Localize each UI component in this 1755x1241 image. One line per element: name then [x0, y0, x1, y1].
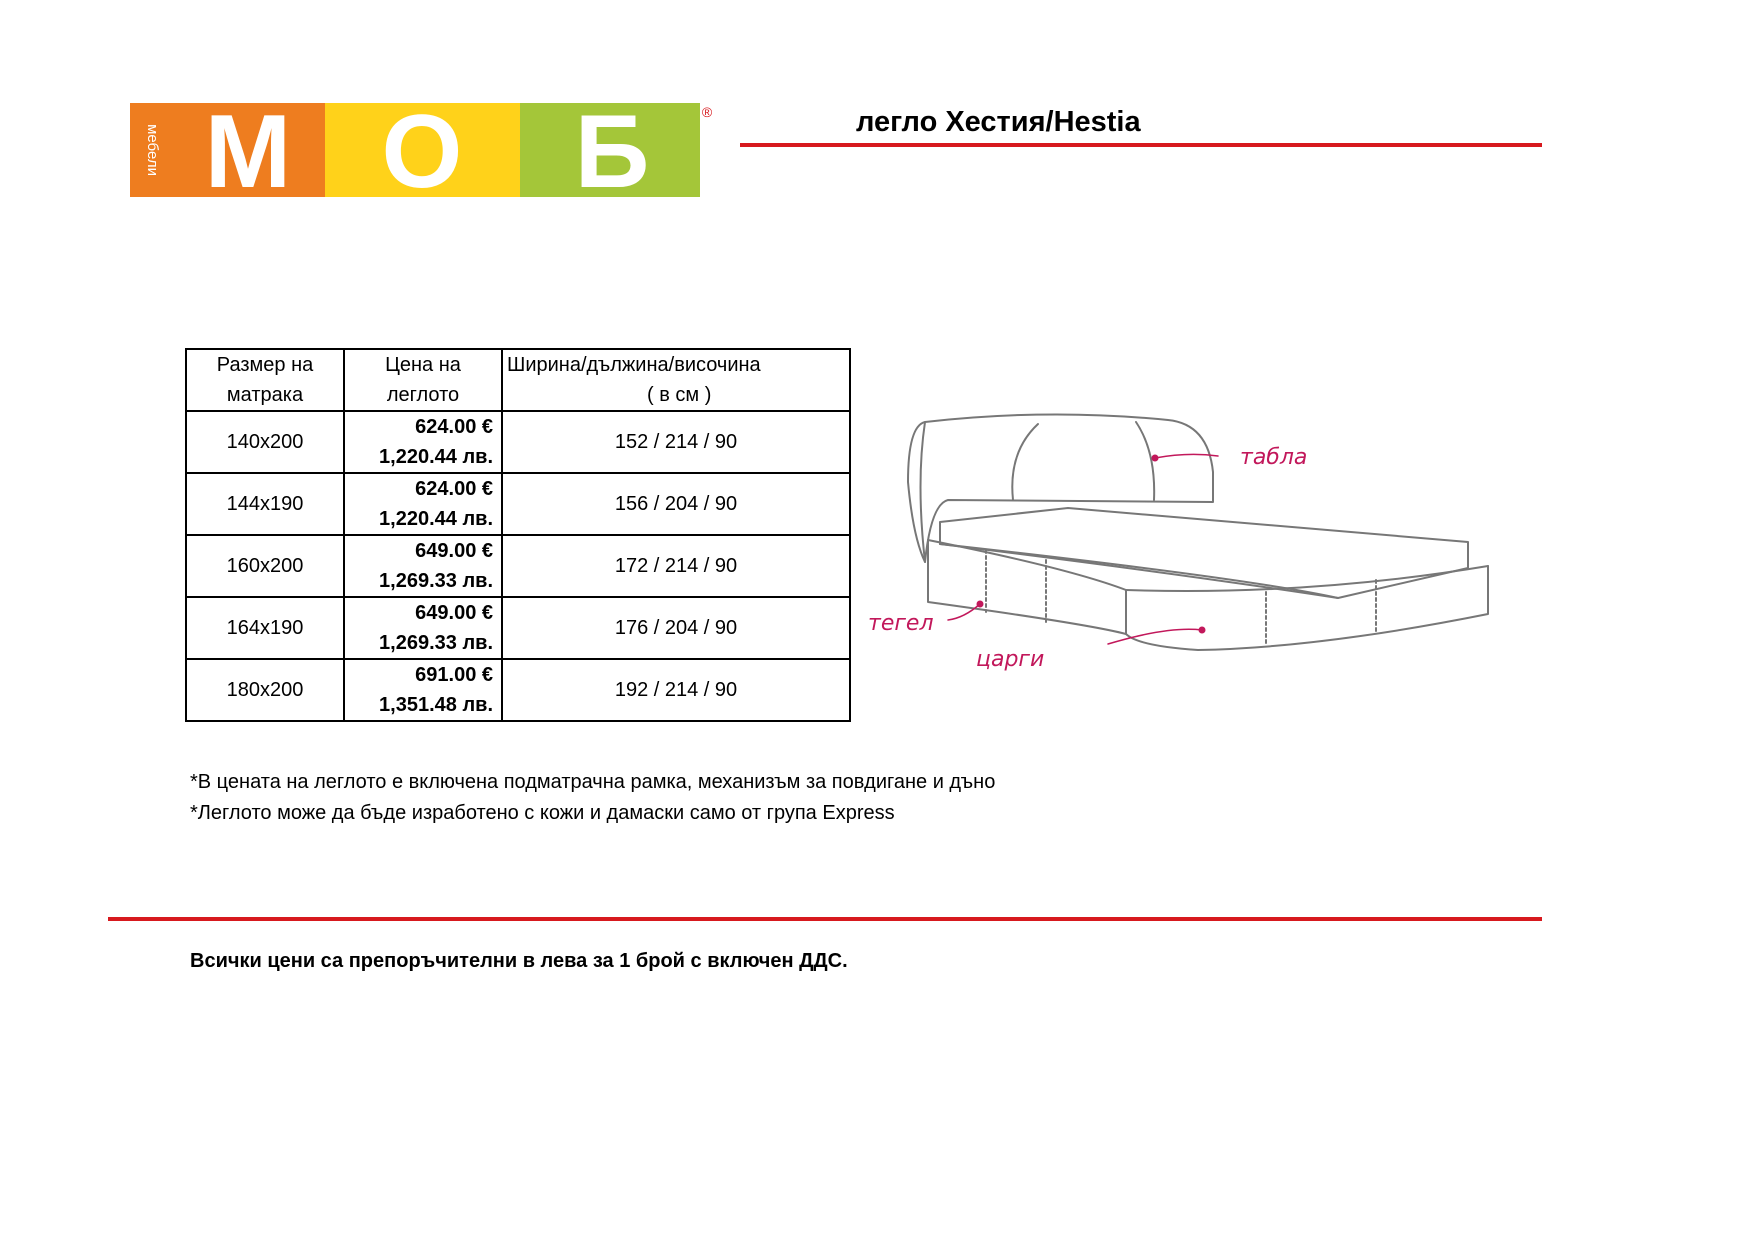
price-table	[185, 348, 851, 722]
header-price-line1: Цена на	[385, 354, 461, 376]
header-dimensions	[502, 349, 850, 411]
logo-letter-m: М	[204, 103, 292, 197]
cell-price	[344, 411, 502, 473]
page-title: легло Хестия/Hestia	[856, 106, 1141, 138]
header-price	[344, 349, 502, 411]
price-eur: 624.00 €	[415, 416, 493, 438]
table-row	[186, 473, 850, 535]
label-frame: тегел	[868, 611, 934, 636]
cell-price	[344, 473, 502, 535]
headboard-pointer	[1155, 454, 1218, 458]
price-bgn: 1,220.44 лв.	[379, 446, 493, 468]
label-headboard: табла	[1240, 445, 1308, 470]
rails-pointer-dot	[1199, 627, 1206, 634]
table-header-row	[186, 349, 850, 411]
rails-pointer	[1108, 629, 1202, 644]
mob-logo	[130, 103, 715, 197]
notes	[190, 767, 995, 829]
cell-size: 144x190	[186, 473, 344, 535]
title-divider	[740, 143, 1542, 147]
label-rails: царги	[976, 647, 1045, 672]
price-eur: 624.00 €	[415, 478, 493, 500]
header-size-line2: матрака	[226, 384, 304, 406]
headboard-cushion-seam	[1012, 424, 1038, 500]
price-eur: 649.00 €	[415, 540, 493, 562]
cell-size: 160x200	[186, 535, 344, 597]
cell-dimensions: 152 / 214 / 90	[502, 411, 850, 473]
table-row	[186, 535, 850, 597]
header-price-line2: леглото	[386, 384, 460, 406]
price-bgn: 1,269.33 лв.	[379, 632, 493, 654]
headboard-pointer-dot	[1152, 455, 1159, 462]
logo-letter-o: О	[381, 103, 463, 197]
cell-dimensions: 156 / 204 / 90	[502, 473, 850, 535]
header-dimensions-line1: Ширина/дължина/височина	[507, 354, 761, 376]
headboard-cushion-seam	[1136, 422, 1154, 500]
bed-diagram	[868, 412, 1508, 688]
cell-price	[344, 535, 502, 597]
header-size	[186, 349, 344, 411]
cell-size: 164x190	[186, 597, 344, 659]
table-row	[186, 659, 850, 721]
table-row	[186, 597, 850, 659]
frame-pointer-dot	[977, 601, 984, 608]
headboard-outline	[908, 414, 1213, 562]
price-bgn: 1,269.33 лв.	[379, 570, 493, 592]
price-eur: 691.00 €	[415, 664, 493, 686]
note-line: *Леглото може да бъде изработено с кожи и дамаски само от група Express	[190, 802, 895, 824]
cell-size: 140x200	[186, 411, 344, 473]
table-row	[186, 411, 850, 473]
price-bgn: 1,351.48 лв.	[379, 694, 493, 716]
header-dimensions-line2: ( в см )	[647, 384, 712, 406]
footer-divider	[108, 917, 1542, 921]
registered-mark: ®	[701, 104, 713, 120]
logo-letter-b: Б	[574, 103, 650, 197]
headboard-inner-edge	[921, 422, 926, 562]
cell-price	[344, 597, 502, 659]
logo-side-text: мебели	[144, 124, 162, 176]
price-eur: 649.00 €	[415, 602, 493, 624]
cell-dimensions: 176 / 204 / 90	[502, 597, 850, 659]
cell-dimensions: 192 / 214 / 90	[502, 659, 850, 721]
footer-note: Всички цени са препоръчителни в лева за 1 брой с включен ДДС.	[190, 950, 848, 972]
header-size-line1: Размер на	[216, 354, 314, 376]
cell-dimensions: 172 / 214 / 90	[502, 535, 850, 597]
base-front	[1126, 566, 1488, 650]
note-line: *В цената на леглото е включена подматрачна рамка, механизъм за повдигане и дъно	[190, 771, 996, 793]
cell-size: 180x200	[186, 659, 344, 721]
price-bgn: 1,220.44 лв.	[379, 508, 493, 530]
cell-price	[344, 659, 502, 721]
